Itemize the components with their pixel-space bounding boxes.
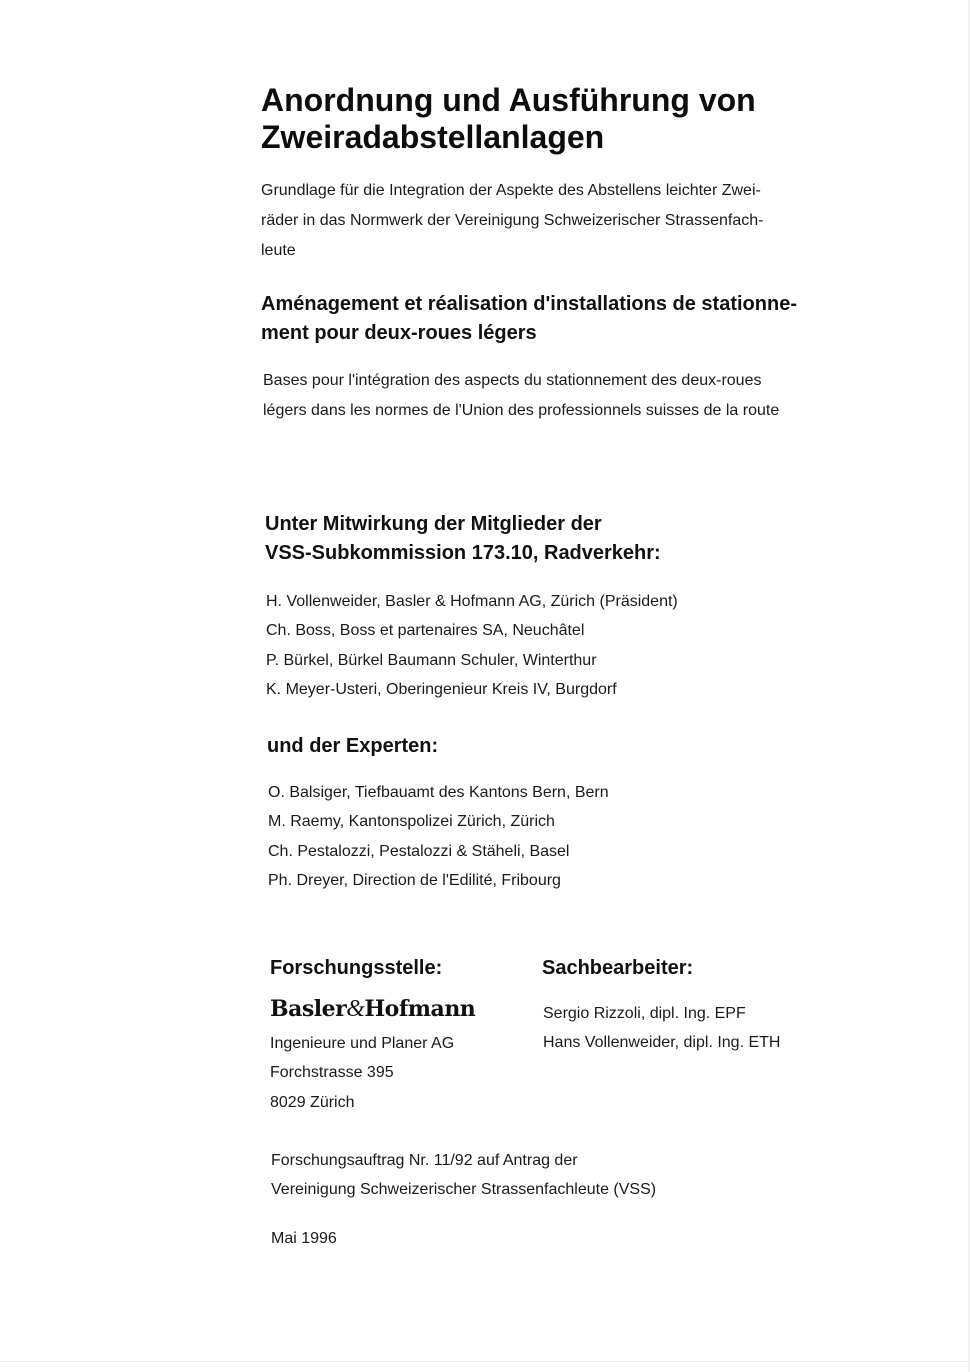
expert-item: Ph. Dreyer, Direction de l'Edilité, Fribourg (268, 871, 561, 889)
member-item: Ch. Boss, Boss et partenaires SA, Neuchâtel (266, 622, 585, 640)
case-officers-list (543, 999, 780, 1058)
expert-item: Ch. Pestalozzi, Pestalozzi & Stäheli, Basel (268, 842, 570, 860)
basler-hofmann-logo (270, 996, 475, 1023)
subtitle-line: Bases pour l'intégration des aspects du stationnement des deux-roues (263, 372, 762, 389)
scan-bottom-line (0, 1361, 970, 1362)
research-center-heading: Forschungsstelle: (270, 957, 443, 979)
mandate-line: Vereinigung Schweizerischer Strassenfachleute (VSS) (271, 1181, 657, 1199)
expert-item: O. Balsiger, Tiefbauamt des Kantons Bern, Bern (268, 784, 609, 801)
members-heading-line: Unter Mitwirkung der Mitglieder der (265, 513, 602, 535)
experts-list (268, 778, 609, 895)
members-list (266, 587, 678, 704)
german-subtitle (261, 176, 763, 266)
document-title (261, 82, 756, 156)
publication-date: Mai 1996 (271, 1230, 337, 1247)
member-item: K. Meyer-Usteri, Oberingenieur Kreis IV, Burgdorf (266, 680, 617, 698)
member-item: H. Vollenweider, Basler & Hofmann AG, Zürich (Präsident) (266, 593, 678, 610)
mandate-line: Forschungsauftrag Nr. 11/92 auf Antrag der (271, 1152, 578, 1169)
french-title-line: Aménagement et réalisation d'installations de stationne- (261, 293, 797, 315)
experts-heading: und der Experten: (267, 735, 439, 757)
case-officer-item: Sergio Rizzoli, dipl. Ing. EPF (543, 1005, 746, 1022)
french-title (261, 290, 797, 348)
logo-ampersand: & (346, 996, 365, 1022)
subtitle-line: räder in das Normwerk der Vereinigung Schweizerischer Strassenfach- (261, 212, 764, 229)
member-item: P. Bürkel, Bürkel Baumann Schuler, Winterthur (266, 651, 597, 669)
title-line: Zweiradabstellanlagen (261, 119, 605, 155)
subtitle-line: leute (261, 242, 296, 259)
address-line: Forchstrasse 395 (270, 1064, 394, 1082)
logo-text-hofmann: Hofmann (364, 996, 476, 1022)
logo-text-basler: Basler (270, 996, 347, 1022)
members-heading (265, 510, 661, 568)
address-line: Ingenieure und Planer AG (270, 1035, 455, 1052)
subtitle-line: légers dans les normes de l'Union des professionnels suisses de la route (263, 402, 780, 419)
title-line: Anordnung und Ausführung von (261, 82, 756, 118)
case-officers-heading: Sachbearbeiter: (542, 957, 694, 979)
address-line: 8029 Zürich (270, 1093, 355, 1111)
expert-item: M. Raemy, Kantonspolizei Zürich, Zürich (268, 813, 555, 831)
research-center-address (270, 1029, 454, 1117)
members-heading-line: VSS-Subkommission 173.10, Radverkehr: (265, 542, 661, 564)
french-title-line: ment pour deux-roues légers (261, 322, 537, 344)
case-officer-item: Hans Vollenweider, dipl. Ing. ETH (543, 1034, 781, 1052)
french-subtitle (263, 366, 779, 426)
subtitle-line: Grundlage für die Integration der Aspekte des Abstellens leichter Zwei- (261, 182, 761, 199)
research-mandate (271, 1146, 656, 1205)
